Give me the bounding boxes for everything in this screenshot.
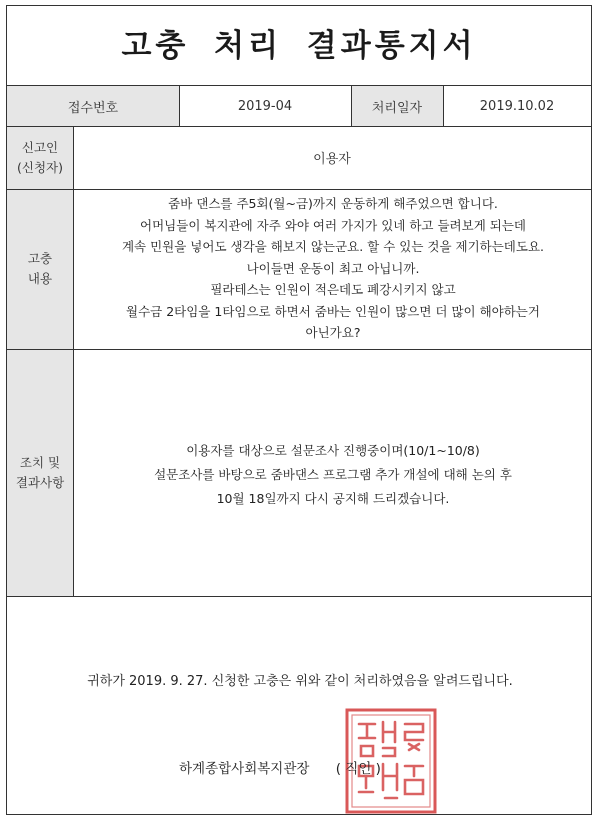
- action-line: 이용자를 대상으로 설문조사 진행중이며(10/1~10/8): [186, 443, 480, 458]
- complaint-line: 아닌가요?: [305, 325, 361, 340]
- action-line: 10월 18일까지 다시 공지해 드리겠습니다.: [216, 491, 450, 506]
- complaint-line: 나이들면 운동이 최고 아닙니까.: [246, 260, 420, 276]
- issuer-name: 하계종합사회복지관장: [179, 761, 310, 777]
- complaint-label: [7, 189, 73, 349]
- action-line: 설문조사를 바탕으로 줌바댄스 프로그램 추가 개설에 대해 논의 후: [154, 467, 512, 482]
- complaint-content: [75, 193, 591, 344]
- notice-text: 귀하가 2019. 9. 27. 신청한 고충은 위와 같이 처리하였음을 알려드립니다.: [87, 674, 513, 689]
- action-label-line1: 조치 및: [19, 454, 61, 470]
- complaint-line: 월수금 2타임을 1타임으로 하면서 줌바는 인원이 많으면 더 많이 해야하는거: [126, 303, 540, 319]
- complaint-line: 필라테스는 인원이 적은데도 폐강시키지 않고: [210, 282, 456, 297]
- rule-complaint-bottom: [7, 349, 591, 350]
- complaint-label-line1: 고충: [27, 251, 53, 266]
- process-date-value: 2019.10.02: [479, 98, 555, 114]
- seal-placeholder-text: ( 직인 ): [335, 761, 381, 777]
- action-label-line2: 결과사항: [15, 474, 65, 490]
- reporter-label-line2: (신청자): [17, 159, 63, 175]
- reporter-label-line1: 신고인: [21, 139, 59, 155]
- receipt-number-value: 2019-04: [237, 98, 293, 114]
- rule-action-bottom: [7, 596, 591, 597]
- receipt-number-label: 접수번호: [67, 100, 119, 116]
- document-title: 고충 처리 결과통지서: [121, 28, 477, 64]
- reporter-value: 이용자: [313, 152, 351, 167]
- complaint-line: 어머님들이 복지관에 자주 와야 여러 가지가 있네 하고 들려보게 되는데: [140, 217, 526, 233]
- complaint-line: 줌바 댄스를 주5회(월~금)까지 운동하게 해주었으면 합니다.: [168, 196, 498, 211]
- process-date-label: 처리일자: [371, 100, 423, 116]
- document-frame: [6, 5, 592, 815]
- issuer-line: [179, 757, 381, 777]
- complaint-line: 계속 민원을 넣어도 생각을 해보지 않는군요. 할 수 있는 것을 제기하는데도요.: [121, 239, 544, 254]
- rule-label-column: [73, 126, 74, 596]
- action-content: [75, 439, 591, 511]
- rule-reporter-bottom: [7, 189, 591, 190]
- complaint-label-line2: 내용: [27, 271, 53, 286]
- action-label: [7, 349, 73, 596]
- reporter-label: [7, 126, 73, 189]
